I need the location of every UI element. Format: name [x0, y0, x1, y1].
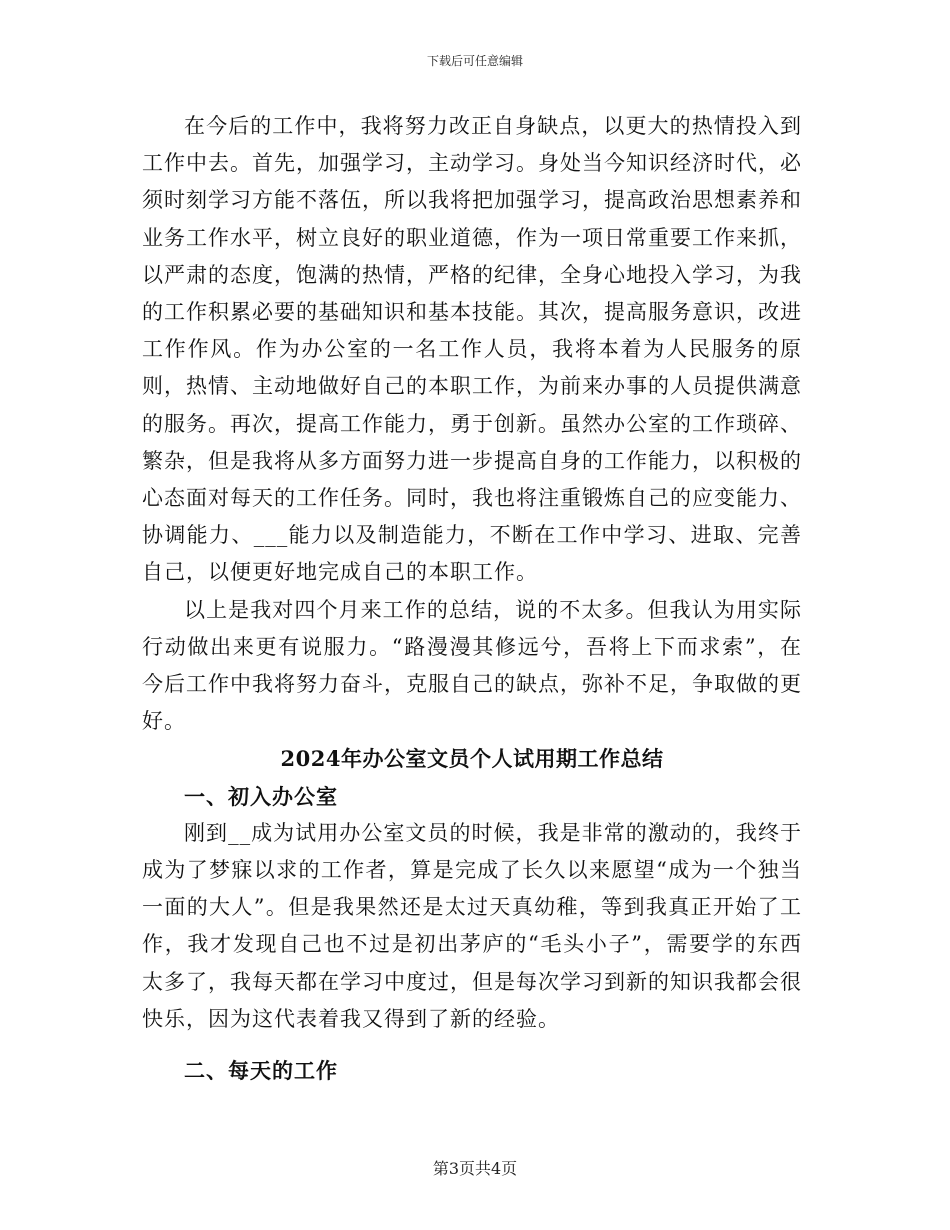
- document-title: 2024年办公室文员个人试用期工作总结: [280, 746, 664, 772]
- paragraph-conclusion: 以上是我对四个月来工作的总结，说的不太多。但我认为用实际行动做出来更有说服力。“路漫漫其修远兮，吾将上下而求索”，在今后工作中我将努力奋斗，克服自己的缺点，弥补不足，争取做的更好。: [142, 597, 802, 734]
- paragraph-improvement-plan: 在今后的工作中，我将努力改正自身缺点，以更大的热情投入到工作中去。首先，加强学习，主动学习。身处当今知识经济时代，必须时刻学习方能不落伍，所以我将把加强学习，提高政治思想素养和业务工作水平，树立良好的职业道德，作为一项日常重要工作来抓，以严肃的态度，饱满的热情，严格的纪律，全身心地投入学习，为我的工作积累必要的基础知识和基本技能。其次，提高服务意识，改进工作作风。作为办公室的一名工作人员，我将本着为人民服务的原则，热情、主动地做好自己的本职工作，为前来办事的人员提供满意的服务。再次，提高工作能力，勇于创新。虽然办公室的工作琐碎、繁杂，但是我将从多方面努力进一步提高自身的工作能力，以积极的心态面对每天的工作任务。同时，我也将注重锻炼自己的应变能力、协调能力、___能力以及制造能力，不断在工作中学习、进取、完善自己，以便更好地完成自己的本职工作。: [142, 114, 802, 585]
- page-number-footer: 第3页共4页: [432, 1159, 518, 1178]
- section-heading-2: 二、每天的工作: [184, 1058, 338, 1084]
- document-body: [142, 108, 802, 1089]
- section-1-paragraph: 刚到__成为试用办公室文员的时候，我是非常的激动的，我终于成为了梦寐以求的工作者，算是完成了长久以来愿望“成为一个独当一面的大人”。但是我果然还是太过天真幼稚，等到我真正开始了工作，我才发现自己也不过是初出茅庐的“毛头小子”，需要学的东西太多了，我每天都在学习中度过，但是每次学习到新的知识我都会很快乐，因为这代表着我又得到了新的经验。: [142, 820, 802, 1031]
- section-heading-1: 一、初入办公室: [184, 783, 338, 809]
- page-header-note: 下载后可任意编辑: [426, 54, 523, 68]
